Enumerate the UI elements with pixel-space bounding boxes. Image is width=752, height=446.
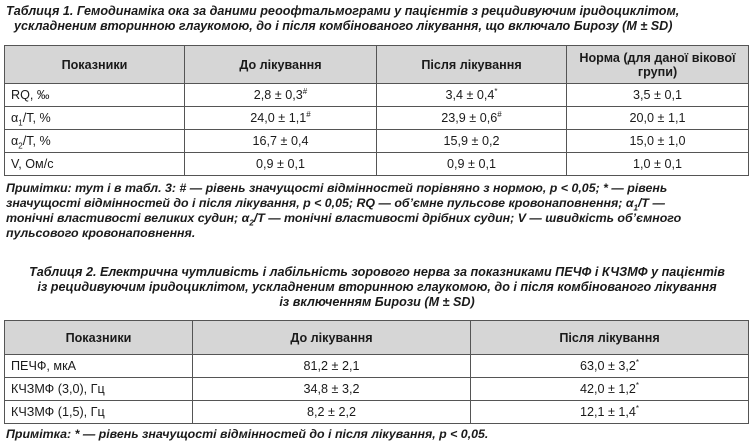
value-after: 15,9 ± 0,2 [377,130,567,153]
table-row [5,107,749,130]
value-norm: 1,0 ± 0,1 [567,153,749,176]
value-before: 24,0 ± 1,1# [185,107,377,130]
table1-note-line-3: тонічні властивості великих судин; $\alpha_2/T$ — тонічні властивості дрібних судин; V — швидкість об’ємного [6,211,682,228]
value-after: 63,0 ± 3,2* [471,355,749,378]
significance-mark: * [635,357,640,367]
table2-header-indicator: Показники [5,321,193,355]
row-label: ПЕЧФ, мкА [5,355,193,378]
value-before: 16,7 ± 0,4 [185,130,377,153]
table2-note-line: Примітка: * — рівень значущості відмінностей до і після лікування, p < 0,05. [6,427,489,441]
table1-header-indicator: Показники [5,46,185,84]
table1-caption-line-1: Таблиця 1. Гемодинаміка ока за даними реоофтальмограми у пацієнтів з рецидивуючим іридоциклітом, [6,4,680,18]
value-before: 0,9 ± 0,1 [185,153,377,176]
value-after: 12,1 ± 1,4* [471,401,749,424]
value-before: 8,2 ± 2,2 [193,401,471,424]
table-row [5,130,749,153]
value-norm: 3,5 ± 0,1 [567,84,749,107]
table2-note [6,427,748,442]
table2-header-before: До лікування [193,321,471,355]
value-before: 81,2 ± 2,1 [193,355,471,378]
table1-note-line-1: Примітки: тут і в табл. 3: # — рівень значущості відмінностей порівняно з нормою, p < 0,05; * — рівень [6,181,668,195]
table-row [5,355,749,378]
table2-caption-line-1: Таблиця 2. Електрична чутливість і лабільність зорового нерва за показниками ПЕЧФ і КЧЗМФ у пацієнтів [29,265,725,279]
table2-header-row [5,321,749,355]
value-norm: 20,0 ± 1,1 [567,107,749,130]
row-label: V, Ом/с [5,153,185,176]
table1-note-line-2: значущості відмінностей до і після лікування, p < 0,05; RQ — об’ємне пульсове кровонаповнення; $\alpha_1/T$ — [6,196,665,213]
significance-mark: * [635,403,640,413]
table2-caption-line-3: із включенням Бирози (M ± SD) [279,295,475,309]
significance-mark: * [494,86,498,96]
table1-caption-line-2: ускладненим вторинною глаукомою, до і після комбінованого лікування, що включало Бирозу (M ± SD) [14,19,673,33]
value-after: 42,0 ± 1,2* [471,378,749,401]
table2 [4,320,749,424]
significance-mark: # [497,109,502,119]
row-label: $\alpha_1/T$, % [5,107,185,130]
table1 [4,45,749,176]
table1-header-before: До лікування [185,46,377,84]
row-label: КЧЗМФ (1,5), Гц [5,401,193,424]
value-after: 3,4 ± 0,4* [377,84,567,107]
table2-caption [6,265,748,310]
table1-header-norm: Норма (для даної вікової групи) [567,46,749,84]
table-row [5,401,749,424]
table1-header-after: Після лікування [377,46,567,84]
row-label: $\alpha_2/T$, % [5,130,185,153]
row-label: RQ, ‰ [5,84,185,107]
table2-caption-line-2: із рецидивуючим іридоциклітом, ускладненим вторинною глаукомою, до і після комбінованого лікування [37,280,717,294]
table-row [5,378,749,401]
value-before: 2,8 ± 0,3# [185,84,377,107]
table-row [5,153,749,176]
table1-note-line-4: пульсового кровонаповнення. [6,226,196,240]
significance-mark: * [635,380,640,390]
value-after: 23,9 ± 0,6# [377,107,567,130]
value-after: 0,9 ± 0,1 [377,153,567,176]
table-row [5,84,749,107]
table1-caption [6,4,748,34]
value-before: 34,8 ± 3,2 [193,378,471,401]
significance-mark: # [306,109,311,119]
value-norm: 15,0 ± 1,0 [567,130,749,153]
row-label: КЧЗМФ (3,0), Гц [5,378,193,401]
table2-header-after: Після лікування [471,321,749,355]
table1-header-row [5,46,749,84]
table1-note [6,181,748,241]
significance-mark: # [302,86,308,96]
